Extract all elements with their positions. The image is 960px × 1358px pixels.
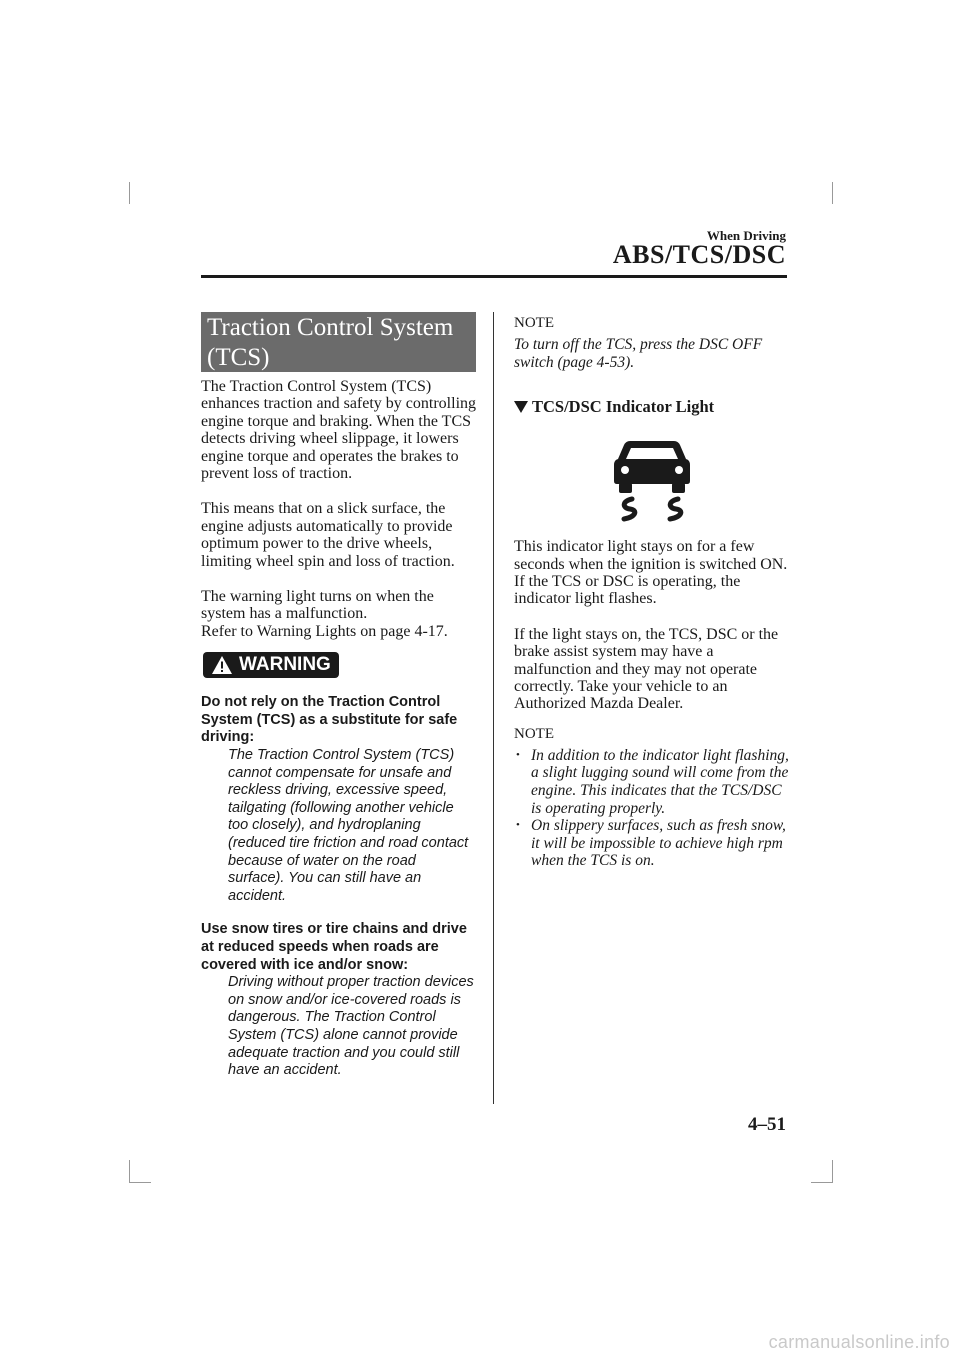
warning-badge	[203, 652, 339, 678]
note-title: NOTE	[514, 725, 554, 742]
crop-mark	[129, 1160, 130, 1182]
left-column	[201, 312, 476, 1080]
note-bullet-list	[514, 747, 790, 870]
tcs-dsc-indicator-icon	[612, 437, 692, 523]
crop-mark	[832, 1160, 833, 1182]
light-stays-on-paragraph: If the light stays on, the TCS, DSC or the brake assist system may have a malfunction and they may not operate correctly. Take your vehicle to an Authorized Mazda Dealer.	[514, 625, 779, 713]
section-name: When Driving	[706, 228, 786, 243]
list-item: • In addition to the indicator light flashing, a slight lugging sound will come from the engine. This indicates that the TCS/DSC is operating properly.	[514, 747, 790, 817]
column-divider	[493, 312, 494, 1104]
warning-triangle-icon	[211, 655, 233, 675]
subheading	[514, 397, 790, 417]
watermark: carmanualsonline.info	[768, 1332, 950, 1352]
crop-mark	[832, 182, 833, 204]
warning-item	[201, 921, 476, 1079]
warning-heading: Use snow tires or tire chains and drive at reduced speeds when roads are covered with ice and/or snow:	[201, 921, 467, 973]
warning-body: The Traction Control System (TCS) cannot compensate for unsafe and reckless driving, excessive speed, tailgating (following another vehicle too closely), and hydroplaning (reduced tire friction and road contact because of water on the road surface). You can still have an accident.	[228, 747, 469, 904]
triangle-marker-icon	[514, 401, 528, 413]
page-title: ABS/TCS/DSC	[612, 240, 786, 269]
indicator-paragraph: This indicator light stays on for a few seconds when the ignition is switched ON. If the TCS or DSC is operating, the indicator light flashes.	[514, 538, 788, 608]
warning-label: WARNING	[239, 654, 331, 676]
warning-lights-reference: Refer to Warning Lights on page 4-17.	[201, 622, 448, 640]
slick-surface-paragraph: This means that on a slick surface, the engine adjusts automatically to provide optimum power to the drive wheels, limiting wheel spin and loss of traction.	[201, 500, 455, 570]
note-title: NOTE	[514, 315, 554, 331]
crop-mark	[129, 182, 130, 204]
section-banner: Traction Control System (TCS)	[201, 312, 476, 372]
malfunction-paragraph: The warning light turns on when the system has a malfunction.	[201, 588, 434, 623]
tcs-intro-paragraph: The Traction Control System (TCS) enhances traction and safety by controlling engine torque and braking. When the TCS detects driving wheel slippage, it lowers engine torque and operates the brakes to prevent loss of traction.	[201, 378, 477, 483]
crop-mark	[129, 1182, 151, 1183]
header-rule	[201, 275, 787, 278]
warning-heading: Do not rely on the Traction Control System (TCS) as a substitute for safe driving:	[201, 694, 458, 746]
warning-body: Driving without proper traction devices on snow and/or ice-covered roads is dangerous. The Traction Control System (TCS) alone cannot provide adequate traction and you could still have an accident.	[228, 974, 474, 1079]
crop-mark	[811, 1182, 833, 1183]
subheading-text: TCS/DSC Indicator Light	[532, 397, 715, 417]
warning-item	[201, 694, 476, 905]
note-text: To turn off the TCS, press the DSC OFF switch (page 4-53).	[514, 336, 763, 371]
page-number: 4–51	[748, 1114, 786, 1135]
right-column	[514, 312, 790, 870]
list-item: • On slippery surfaces, such as fresh snow, it will be impossible to achieve high rpm when the TCS is on.	[514, 817, 790, 870]
